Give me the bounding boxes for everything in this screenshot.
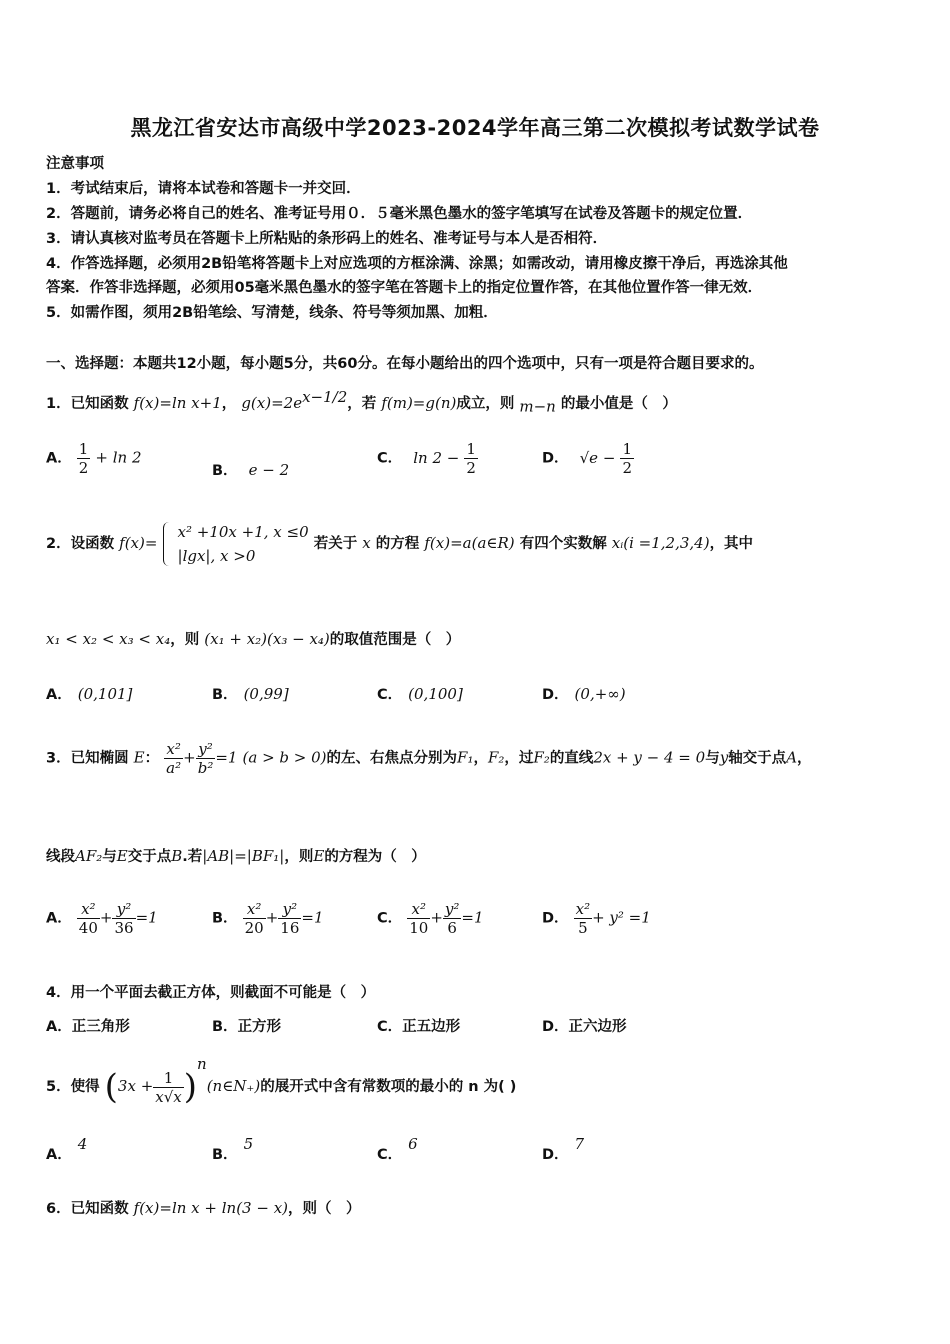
q1-f: f(x)=ln x+1: [133, 393, 222, 412]
q3-option-c[interactable]: C． $\frac{\text{x²}}{10}$ + $\frac{\text{y²}}{6}$ =1: [377, 900, 484, 937]
case-2: |lgx|, x >0: [177, 547, 256, 565]
option-label: D．: [542, 1019, 569, 1035]
q6-f: f(x)=ln x + ln(3 − x): [133, 1199, 288, 1217]
option-label: C．: [377, 1019, 403, 1035]
option-text: 正三角形: [71, 1019, 130, 1035]
option-tail: =1: [461, 908, 484, 927]
q5-option-a[interactable]: [46, 1135, 87, 1164]
option-text: 正五边形: [402, 1019, 461, 1035]
page-title: 黑龙江省安达市高级中学2023-2024学年高三第二次模拟考试数学试卷: [130, 116, 820, 140]
q5-inner: 3x +: [117, 1077, 154, 1095]
q3-text: 的直线: [549, 750, 594, 767]
q3-F1: F₁: [457, 748, 474, 767]
fraction: $\frac{\text{x²}}{40}$: [78, 900, 98, 937]
q3-colon: ：: [144, 750, 160, 767]
option-label: D．: [542, 450, 569, 467]
q3-text: .若: [182, 849, 203, 865]
q3-F2: F₂: [487, 748, 505, 767]
option-math: 4: [77, 1135, 88, 1153]
q2-line2-mid: ，则: [170, 632, 200, 648]
question-2: [46, 520, 753, 568]
q2-var: x: [362, 534, 371, 552]
q3-text: 线段: [46, 849, 75, 865]
q6-num: 6．已知函数: [46, 1201, 129, 1217]
fraction: $\frac{\text{x²}}{\text{a²}}$: [166, 740, 182, 777]
option-label: D．: [542, 687, 569, 703]
q2-ineq: x₁ < x₂ < x₃ < x₄: [46, 630, 171, 648]
section-header: 一、选择题：本题共12小题，每小题5分，共60分。在每小题给出的四个选项中，只有一项是符合题目要求的。: [46, 356, 764, 372]
fraction: $\frac{\text{y²}}{\text{b²}}$: [197, 740, 214, 777]
q2-line2-tail: 的取值范围是（ ）: [329, 632, 461, 648]
option-label: A．: [46, 910, 72, 927]
q2-sol: xᵢ(i =1,2,3,4): [611, 534, 710, 552]
option-label: A．: [46, 687, 72, 703]
q3-E: E: [313, 847, 325, 865]
question-2-line2: [46, 628, 460, 649]
notice-item: 2．答题前，请务必将自己的姓名、准考证号用０．５毫米黑色墨水的签字笔填写在试卷及答题卡的规定位置．: [46, 206, 753, 222]
question-1: [46, 388, 677, 416]
q3-text: 的左、右焦点分别为: [326, 750, 458, 767]
option-math: (0,101]: [77, 685, 133, 703]
fraction: $\frac{\text{y²}}{16}$: [280, 900, 300, 937]
fraction: $\frac{1}{2}$: [622, 440, 632, 477]
question-4: 4．用一个平面去截正方体，则截面不可能是（ ）: [46, 985, 376, 1001]
option-label: D．: [542, 910, 569, 927]
q3-y: y: [719, 748, 729, 767]
q4-option-a[interactable]: [46, 1015, 130, 1036]
option-math: √e −: [579, 448, 616, 467]
fraction: $\frac{1}{2}$: [78, 440, 89, 477]
fraction: $\frac{1}{x√x}$: [155, 1068, 182, 1106]
q2-num: 2．设函数: [46, 536, 115, 552]
q2-expr: (x₁ + x₂)(x₃ − x₄): [204, 630, 330, 648]
option-tail: =1: [301, 908, 324, 927]
option-tail: + y² =1: [592, 908, 651, 927]
option-math: e − 2: [248, 461, 290, 479]
q2-option-c[interactable]: [377, 683, 463, 704]
q5-exp: n: [197, 1055, 207, 1073]
q3-F2: F₂: [533, 748, 550, 767]
q3-text: ，则: [284, 849, 314, 865]
q3-E: E: [116, 847, 128, 865]
fraction: $\frac{\text{y²}}{36}$: [114, 900, 134, 937]
option-label: D．: [542, 1147, 569, 1163]
option-math: (0,99]: [243, 685, 289, 703]
option-math: 5: [243, 1135, 254, 1153]
q3-option-a[interactable]: A． $\frac{\text{x²}}{40}$ + $\frac{\text{y²}}{36}$ =1: [46, 900, 158, 937]
fraction: $\frac{\text{x²}}{5}$: [575, 900, 591, 937]
option-label: B．: [212, 910, 238, 927]
q3-text: ，过: [504, 750, 534, 767]
q5-tail: 的展开式中含有常数项的最小的 n 为( ): [260, 1079, 517, 1095]
q1-option-d[interactable]: [542, 440, 634, 477]
option-math: (0,100]: [408, 685, 463, 703]
notice-item: 4．作答选择题，必须用2B铅笔将答题卡上对应选项的方框涂满、涂黑；如需改动，请用橡皮擦干净后，再选涂其他: [46, 256, 788, 272]
q3-eq: |AB|=|BF₁|: [202, 847, 285, 865]
q3-option-d[interactable]: [542, 900, 651, 937]
q1-option-c[interactable]: [377, 440, 478, 477]
q2-option-d[interactable]: [542, 683, 626, 704]
question-3-line2: [46, 845, 426, 866]
q1-mid2: 成立，则: [456, 395, 515, 412]
q1-option-a[interactable]: [46, 440, 142, 477]
q1-cond: f(m)=g(n): [381, 393, 457, 412]
q2-option-b[interactable]: [212, 683, 289, 704]
q4-option-d[interactable]: [542, 1015, 627, 1036]
q5-num: 5．使得: [46, 1079, 100, 1095]
right-paren: ): [183, 1067, 198, 1107]
q3-text: 与: [705, 750, 720, 767]
q3-ell-tail: =1: [215, 748, 238, 767]
q5-cond: (n∈N₊): [206, 1077, 261, 1095]
q2-option-a[interactable]: [46, 683, 132, 704]
q3-line: 2x + y − 4 = 0: [593, 748, 706, 767]
q4-option-b[interactable]: [212, 1015, 281, 1036]
q3-text: ，: [473, 750, 488, 767]
q1-num: 1．已知函数: [46, 395, 129, 412]
fraction: $\frac{\text{x²}}{10}$: [409, 900, 429, 937]
option-text: 正六边形: [568, 1019, 627, 1035]
option-label: C．: [377, 687, 403, 703]
q2-mid3: 有四个实数解: [519, 536, 607, 552]
q3-option-b[interactable]: B． $\frac{\text{x²}}{20}$ + $\frac{\text{y²}}{16}$ =1: [212, 900, 324, 937]
q5-option-b[interactable]: [212, 1135, 253, 1164]
q6-tail: ，则（ ）: [288, 1201, 361, 1217]
q1-sep: ，: [221, 395, 237, 412]
option-label: A．: [46, 1019, 72, 1035]
q3-E: E: [133, 748, 145, 767]
option-tail: =1: [135, 908, 158, 927]
q1-tail: 的最小值是（ ）: [560, 395, 677, 412]
option-label: B．: [212, 687, 238, 703]
q3-cond: (a > b > 0): [242, 748, 327, 767]
option-label: B．: [212, 1147, 238, 1163]
option-math: 6: [408, 1135, 418, 1153]
option-label: C．: [377, 910, 403, 927]
fraction: $\frac{\text{y²}}{6}$: [444, 900, 460, 937]
question-5: [46, 1055, 516, 1107]
option-label: A．: [46, 1147, 72, 1163]
q2-tail: ，其中: [709, 536, 754, 552]
piecewise: [163, 520, 309, 568]
notice-item: 3．请认真核对监考员在答题卡上所粘贴的条形码上的姓名、准考证号与本人是否相符．: [46, 231, 608, 247]
option-text: 正方形: [237, 1019, 282, 1035]
question-3: 3．已知椭圆 E： $\frac{\text{x²}}{\text{a²}}$ + $\frac{\text{y²}}{\text{b²}}$ =1 (a > b > 0)的左、右焦点分别为F₁，F₂，过F₂的直线2x + y − 4 = 0与y轴交于点A，: [46, 740, 812, 777]
q1-g-exp: x−1/2: [302, 388, 348, 406]
option-math: ln 2 −: [413, 448, 460, 467]
option-label: A．: [46, 450, 72, 467]
option-label: C．: [377, 1147, 403, 1163]
option-label: C．: [377, 450, 403, 467]
option-math: 7: [574, 1135, 585, 1153]
q3-B: B: [171, 847, 183, 865]
q3-text: 与: [102, 849, 117, 865]
q3-text: 交于点: [127, 849, 172, 865]
q2-mid2: 的方程: [375, 536, 420, 552]
brace-icon: [163, 522, 172, 566]
notice-item: 答案．作答非选择题，必须用05毫米黑色墨水的签字笔在答题卡上的指定位置作答，在其他位置作答一律无效．: [46, 280, 763, 296]
q2-eq: f(x)=a(a∈R): [424, 534, 515, 552]
q3-seg: AF₂: [75, 847, 103, 865]
question-6: [46, 1197, 361, 1218]
q2-f: f(x)=: [119, 534, 158, 552]
left-paren: (: [104, 1067, 118, 1107]
option-label: B．: [212, 463, 238, 479]
q3-A: A: [786, 748, 798, 767]
notice-item: 5．如需作图，须用2B铅笔绘、写清楚，线条、符号等须加黑、加粗．: [46, 305, 498, 321]
q1-mid: ，若: [347, 395, 377, 412]
q2-mid: 若关于: [313, 536, 358, 552]
q1-expr: m−n: [519, 397, 556, 416]
q1-option-b[interactable]: [212, 459, 289, 480]
fraction: $\frac{1}{2}$: [466, 440, 476, 477]
q3-num: 3．已知椭圆: [46, 750, 129, 767]
q3-text: 轴交于点: [728, 750, 787, 767]
case-1: x² +10x +1, x ≤0: [177, 523, 309, 541]
q1-g: g(x)=2e: [241, 393, 303, 412]
option-math: (0,+∞): [574, 685, 626, 703]
q4-option-c[interactable]: [377, 1015, 460, 1036]
option-label: B．: [212, 1019, 238, 1035]
notice-heading: 注意事项: [46, 156, 104, 172]
fraction: $\frac{\text{x²}}{20}$: [244, 900, 264, 937]
notice-item: 1．考试结束后，请将本试卷和答题卡一并交回．: [46, 181, 361, 197]
option-math: + ln 2: [95, 448, 142, 467]
q5-option-c[interactable]: [377, 1135, 418, 1164]
q5-option-d[interactable]: [542, 1135, 584, 1164]
q3-text: 的方程为（ ）: [324, 849, 426, 865]
q3-text: ，: [797, 750, 812, 767]
